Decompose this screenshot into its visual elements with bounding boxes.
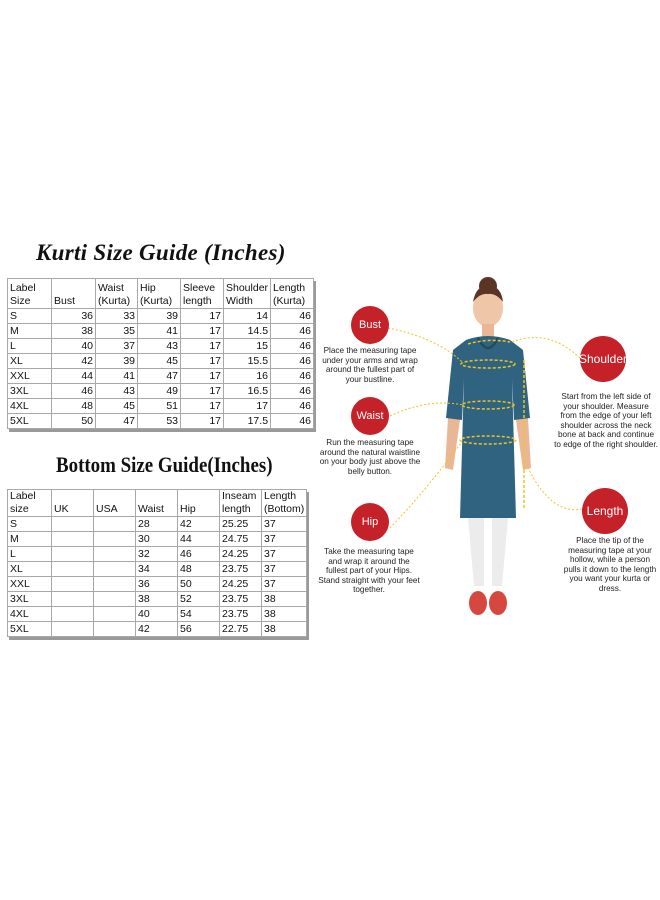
bottom-size-table xyxy=(7,489,307,637)
table-cell xyxy=(52,607,94,622)
table-cell: 25.25 xyxy=(220,517,262,532)
table-cell: 46 xyxy=(178,547,220,562)
table-cell: 39 xyxy=(96,354,138,369)
table-row xyxy=(8,517,307,532)
bust-badge: Bust xyxy=(351,306,389,344)
table-cell: 45 xyxy=(138,354,181,369)
column-header: Inseam length xyxy=(220,490,262,517)
table-cell: S xyxy=(8,517,52,532)
table-header-row xyxy=(8,279,314,309)
left-leg xyxy=(468,518,484,586)
table-row xyxy=(8,414,314,429)
table-cell: 17 xyxy=(181,414,224,429)
table-cell: 38 xyxy=(52,324,96,339)
table-cell: 22.75 xyxy=(220,622,262,637)
table-cell: 48 xyxy=(178,562,220,577)
table-cell: 36 xyxy=(52,309,96,324)
table-cell: 4XL xyxy=(8,399,52,414)
table-cell: 46 xyxy=(271,384,314,399)
table-cell: 15 xyxy=(224,339,271,354)
length-note: Place the tip of the measuring tape at your hollow, while a person pulls it down to the length you want your kurta or dress. xyxy=(563,536,657,593)
table-cell xyxy=(52,547,94,562)
table-cell: 46 xyxy=(271,369,314,384)
table-cell: 23.75 xyxy=(220,562,262,577)
column-header: Length (Bottom) xyxy=(262,490,307,517)
table-cell: 47 xyxy=(138,369,181,384)
table-cell: 40 xyxy=(52,339,96,354)
table-cell: 42 xyxy=(52,354,96,369)
column-header: Hip xyxy=(178,490,220,517)
table-cell xyxy=(94,562,136,577)
table-header-row xyxy=(8,490,307,517)
table-cell: 23.75 xyxy=(220,592,262,607)
table-cell xyxy=(52,532,94,547)
table-row xyxy=(8,369,314,384)
shoulder-badge: Shoulder xyxy=(580,336,626,382)
table-cell: 17 xyxy=(181,339,224,354)
table-row xyxy=(8,562,307,577)
table-cell: 17 xyxy=(181,324,224,339)
column-header: USA xyxy=(94,490,136,517)
table-cell: XL xyxy=(8,354,52,369)
hip-note: Take the measuring tape and wrap it around the fullest part of your Hips. Stand straight with your feet together. xyxy=(318,547,420,595)
table-cell xyxy=(94,547,136,562)
table-cell: 30 xyxy=(136,532,178,547)
table-row xyxy=(8,547,307,562)
table-cell: 14 xyxy=(224,309,271,324)
table-row xyxy=(8,339,314,354)
table-cell: 44 xyxy=(52,369,96,384)
table-cell: 46 xyxy=(52,384,96,399)
table-cell xyxy=(52,622,94,637)
table-row xyxy=(8,354,314,369)
table-cell xyxy=(52,592,94,607)
table-cell xyxy=(52,562,94,577)
table-cell: 47 xyxy=(96,414,138,429)
table-cell: 17 xyxy=(224,399,271,414)
table-cell: 56 xyxy=(178,622,220,637)
measurement-figure xyxy=(318,268,660,628)
table-cell: 33 xyxy=(96,309,138,324)
table-cell: XXL xyxy=(8,577,52,592)
table-cell xyxy=(94,607,136,622)
table-cell: 17 xyxy=(181,354,224,369)
table-cell: 54 xyxy=(178,607,220,622)
table-cell: 46 xyxy=(271,324,314,339)
table-cell: 32 xyxy=(136,547,178,562)
table-cell: 42 xyxy=(136,622,178,637)
table-cell: 53 xyxy=(138,414,181,429)
right-leg xyxy=(492,518,508,586)
table-cell: 38 xyxy=(136,592,178,607)
table-cell: 37 xyxy=(96,339,138,354)
table-cell: 46 xyxy=(271,354,314,369)
kurti-size-guide-title: Kurti Size Guide (Inches) xyxy=(36,240,286,265)
table-cell: L xyxy=(8,547,52,562)
column-header: Bust xyxy=(52,279,96,309)
table-row xyxy=(8,532,307,547)
table-cell: 46 xyxy=(271,339,314,354)
table-cell: 24.25 xyxy=(220,547,262,562)
table-cell: M xyxy=(8,324,52,339)
table-row xyxy=(8,577,307,592)
table-cell xyxy=(94,577,136,592)
table-cell: 52 xyxy=(178,592,220,607)
right-shoe xyxy=(489,591,507,615)
table-cell: 48 xyxy=(52,399,96,414)
table-cell: 16 xyxy=(224,369,271,384)
table-cell: XL xyxy=(8,562,52,577)
column-header: Label Size xyxy=(8,279,52,309)
table-cell: 38 xyxy=(262,622,307,637)
table-cell: 46 xyxy=(271,309,314,324)
table-cell: 42 xyxy=(178,517,220,532)
hip-badge: Hip xyxy=(351,503,389,541)
table-cell: L xyxy=(8,339,52,354)
table-cell: 40 xyxy=(136,607,178,622)
bottom-size-guide-title: Bottom Size Guide(Inches) xyxy=(56,452,273,477)
length-badge: Length xyxy=(582,488,628,534)
table-cell: 36 xyxy=(136,577,178,592)
column-header: Waist xyxy=(136,490,178,517)
table-cell: 37 xyxy=(262,577,307,592)
table-row xyxy=(8,309,314,324)
table-cell: 14.5 xyxy=(224,324,271,339)
column-header: Label size xyxy=(8,490,52,517)
column-header: Hip (Kurta) xyxy=(138,279,181,309)
left-shoe xyxy=(469,591,487,615)
table-cell xyxy=(94,532,136,547)
column-header: UK xyxy=(52,490,94,517)
table-cell: 41 xyxy=(96,369,138,384)
table-cell: 35 xyxy=(96,324,138,339)
table-cell: 46 xyxy=(271,399,314,414)
table-cell: 37 xyxy=(262,562,307,577)
table-row xyxy=(8,622,307,637)
table-cell: 15.5 xyxy=(224,354,271,369)
table-cell: 39 xyxy=(138,309,181,324)
table-cell: 46 xyxy=(271,414,314,429)
table-cell xyxy=(94,622,136,637)
shoulder-note: Start from the left side of your shoulder. Measure from the edge of your left shoulder across the neck bone at back and continue to edge of the right shoulder. xyxy=(554,392,658,449)
table-cell: 38 xyxy=(262,607,307,622)
table-cell: 17 xyxy=(181,384,224,399)
table-cell: 16.5 xyxy=(224,384,271,399)
table-cell: 51 xyxy=(138,399,181,414)
table-cell: 24.25 xyxy=(220,577,262,592)
table-cell: XXL xyxy=(8,369,52,384)
table-cell: 5XL xyxy=(8,414,52,429)
table-cell: 3XL xyxy=(8,592,52,607)
table-cell: 28 xyxy=(136,517,178,532)
column-header: Shoulder Width xyxy=(224,279,271,309)
table-cell: M xyxy=(8,532,52,547)
table-row xyxy=(8,592,307,607)
kurti-size-table xyxy=(7,278,314,429)
table-cell: 34 xyxy=(136,562,178,577)
column-header: Sleeve length xyxy=(181,279,224,309)
table-cell: 37 xyxy=(262,547,307,562)
table-cell: 38 xyxy=(262,592,307,607)
table-cell: 41 xyxy=(138,324,181,339)
waist-note: Run the measuring tape around the natural waistline on your body just above the belly button. xyxy=(319,438,421,476)
length-connector xyxy=(528,468,586,510)
table-cell: 50 xyxy=(178,577,220,592)
table-row xyxy=(8,384,314,399)
table-cell: S xyxy=(8,309,52,324)
bust-note: Place the measuring tape under your arms and wrap around the fullest part of your bustline. xyxy=(322,346,418,384)
table-cell: 49 xyxy=(138,384,181,399)
table-cell xyxy=(52,577,94,592)
table-cell: 5XL xyxy=(8,622,52,637)
table-cell: 44 xyxy=(178,532,220,547)
table-cell: 37 xyxy=(262,517,307,532)
table-cell xyxy=(94,592,136,607)
table-cell: 17.5 xyxy=(224,414,271,429)
table-cell: 23.75 xyxy=(220,607,262,622)
waist-badge: Waist xyxy=(351,397,389,435)
table-cell xyxy=(94,517,136,532)
table-row xyxy=(8,324,314,339)
table-cell: 4XL xyxy=(8,607,52,622)
column-header: Waist (Kurta) xyxy=(96,279,138,309)
table-cell: 24.75 xyxy=(220,532,262,547)
table-cell: 45 xyxy=(96,399,138,414)
table-cell: 17 xyxy=(181,399,224,414)
table-cell: 17 xyxy=(181,309,224,324)
table-cell: 37 xyxy=(262,532,307,547)
table-row xyxy=(8,399,314,414)
table-cell xyxy=(52,517,94,532)
table-cell: 50 xyxy=(52,414,96,429)
neck xyxy=(482,324,494,338)
table-cell: 43 xyxy=(96,384,138,399)
column-header: Length (Kurta) xyxy=(271,279,314,309)
table-cell: 43 xyxy=(138,339,181,354)
table-cell: 3XL xyxy=(8,384,52,399)
table-row xyxy=(8,607,307,622)
table-cell: 17 xyxy=(181,369,224,384)
